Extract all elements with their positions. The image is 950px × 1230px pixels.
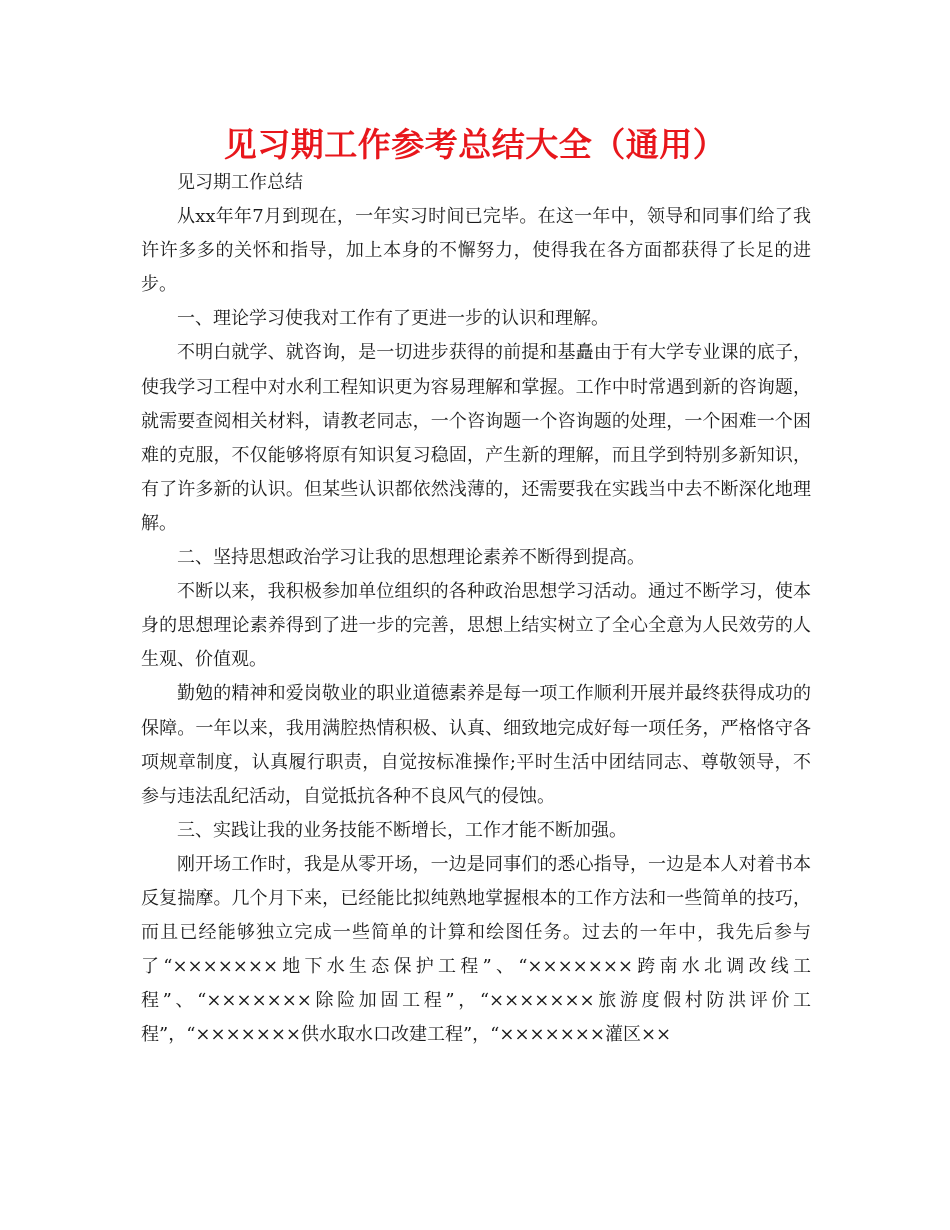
- paragraph-subtitle: 见习期工作总结: [177, 172, 303, 193]
- section-heading-1: 一、理论学习使我对工作有了更进一步的认识和理解。: [177, 308, 609, 330]
- paragraph-section-2a: 不断以来，我积极参加单位组织的各种政治思想学习活动。通过不断学习，使本身的思想理论素养得到了进一步的完善，思想上结实树立了全心全意为人民效劳的人生观、价值观。: [141, 581, 811, 671]
- section-heading-3: 三、实践让我的业务技能不断增长，工作才能不断加强。: [177, 819, 627, 841]
- document-title: 见习期工作参考总结大全（通用）: [223, 125, 727, 164]
- paragraph-section-1: 不明白就学、就咨询，是一切进步获得的前提和基矗由于有大学专业课的底子，使我学习工程中对水利工程知识更为容易理解和掌握。工作中时常遇到新的咨询题，就需要查阅相关材料，请教老同志，一个咨询题一个咨询题的处理，一个困难一个困难的克服，不仅能够将原有知识复习稳固，产生新的理解，而且学到特别多新知识，有了许多新的认识。但某些认识都依然浅薄的，还需要我在实践当中去不断深化地理解。: [141, 342, 811, 534]
- paragraph-section-3: 刚开场工作时，我是从零开场，一边是同事们的悉心指导，一边是本人对着书本反复揣摩。几个月下来，已经能比拟纯熟地掌握根本的工作方法和一些简单的技巧，而且已经能够独立完成一些简单的计算和绘图任务。过去的一年中，我先后参与了“×××××××地下水生态保护工程”、“×××××××跨南水北调改线工程”、“×××××××除险加固工程”，“×××××××旅游度假村防洪评价工程”，“×××××××供水取水口改建工程”，“×××××××灌区××: [141, 853, 811, 1046]
- paragraph-section-2b: 勤勉的精神和爱岗敬业的职业道德素养是每一项工作顺利开展并最终获得成功的保障。一年以来，我用满腔热情积极、认真、细致地完成好每一项任务，严格恪守各项规章制度，认真履行职责，自觉按标准操作;平时生活中团结同志、尊敬领导，不参与违法乱纪活动，自觉抵抗各种不良风气的侵蚀。: [141, 683, 811, 807]
- section-heading-2: 二、坚持思想政治学习让我的思想理论素养不断得到提高。: [177, 547, 645, 569]
- document-body: [141, 166, 811, 1052]
- paragraph-intro: 从xx年年7月到现在，一年实习时间已完毕。在这一年中，领导和同事们给了我许许多多的关怀和指导，加上本身的不懈努力，使得我在各方面都获得了长足的进步。: [141, 206, 811, 296]
